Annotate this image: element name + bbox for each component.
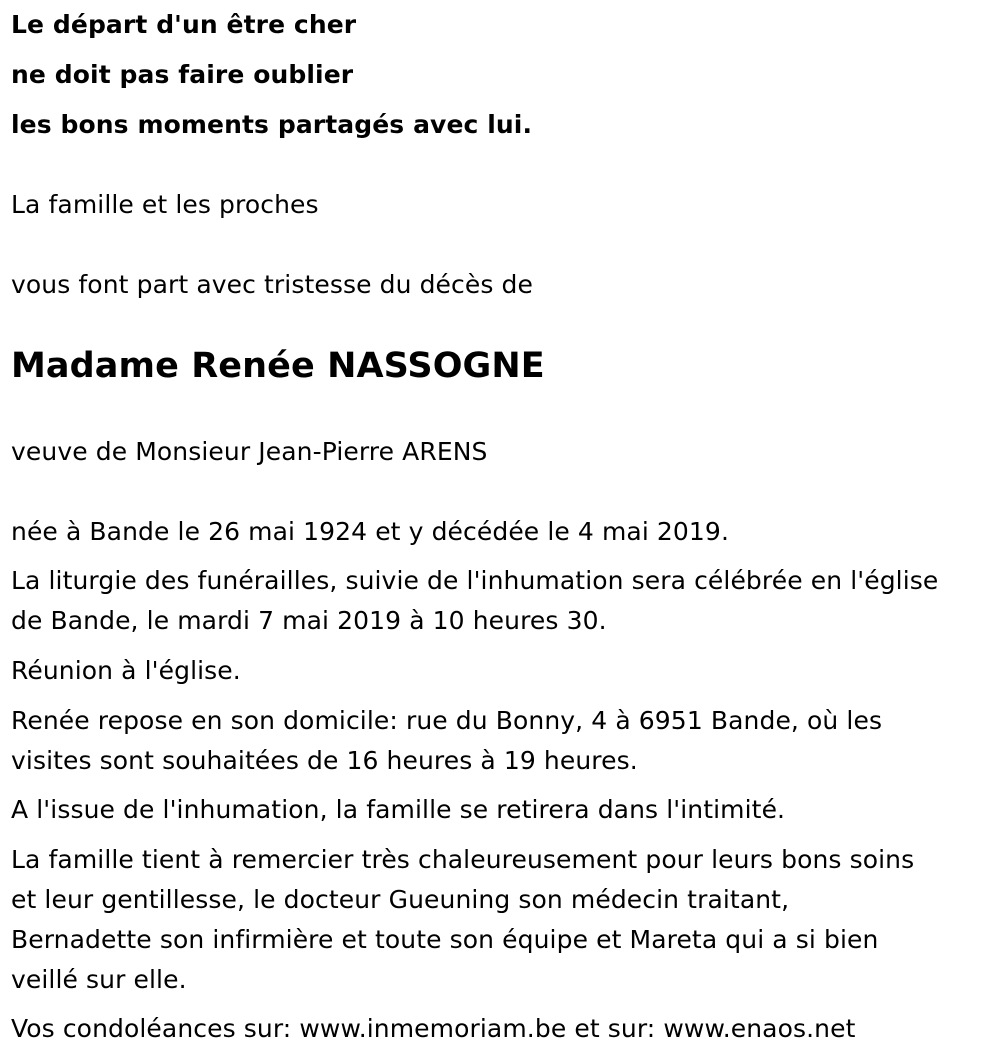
rest-line-2: visites sont souhaitées de 16 heures à 19 heures. [11,746,638,775]
condolences-line: Vos condoléances sur: www.inmemoriam.be et sur: www.enaos.net [11,1014,856,1043]
epigraph-line-3: les bons moments partagés avec lui. [11,110,533,139]
widow-line: veuve de Monsieur Jean-Pierre ARENS [11,437,488,466]
family-line: La famille et les proches [11,190,319,219]
announce-line: vous font part avec tristesse du décès de [11,270,533,299]
thanks-line-1: La famille tient à remercier très chaleureusement pour leurs bons soins [11,845,915,874]
thanks-line-3: Bernadette son infirmière et toute son équipe et Mareta qui a si bien [11,925,879,954]
thanks-line-4: veillé sur elle. [11,965,187,994]
birth-death-line: née à Bande le 26 mai 1924 et y décédée le 4 mai 2019. [11,517,729,546]
meeting-line: Réunion à l'église. [11,656,241,685]
epigraph-line-1: Le départ d'un être cher [11,10,357,39]
epigraph-line-2: ne doit pas faire oublier [11,60,354,89]
liturgy-line-2: de Bande, le mardi 7 mai 2019 à 10 heures 30. [11,606,607,635]
thanks-line-2: et leur gentillesse, le docteur Gueuning son médecin traitant, [11,885,790,914]
after-line: A l'issue de l'inhumation, la famille se retirera dans l'intimité. [11,795,786,824]
rest-line-1: Renée repose en son domicile: rue du Bonny, 4 à 6951 Bande, où les [11,706,883,735]
liturgy-line-1: La liturgie des funérailles, suivie de l'inhumation sera célébrée en l'église [11,566,939,595]
deceased-name: Madame Renée NASSOGNE [11,346,545,386]
